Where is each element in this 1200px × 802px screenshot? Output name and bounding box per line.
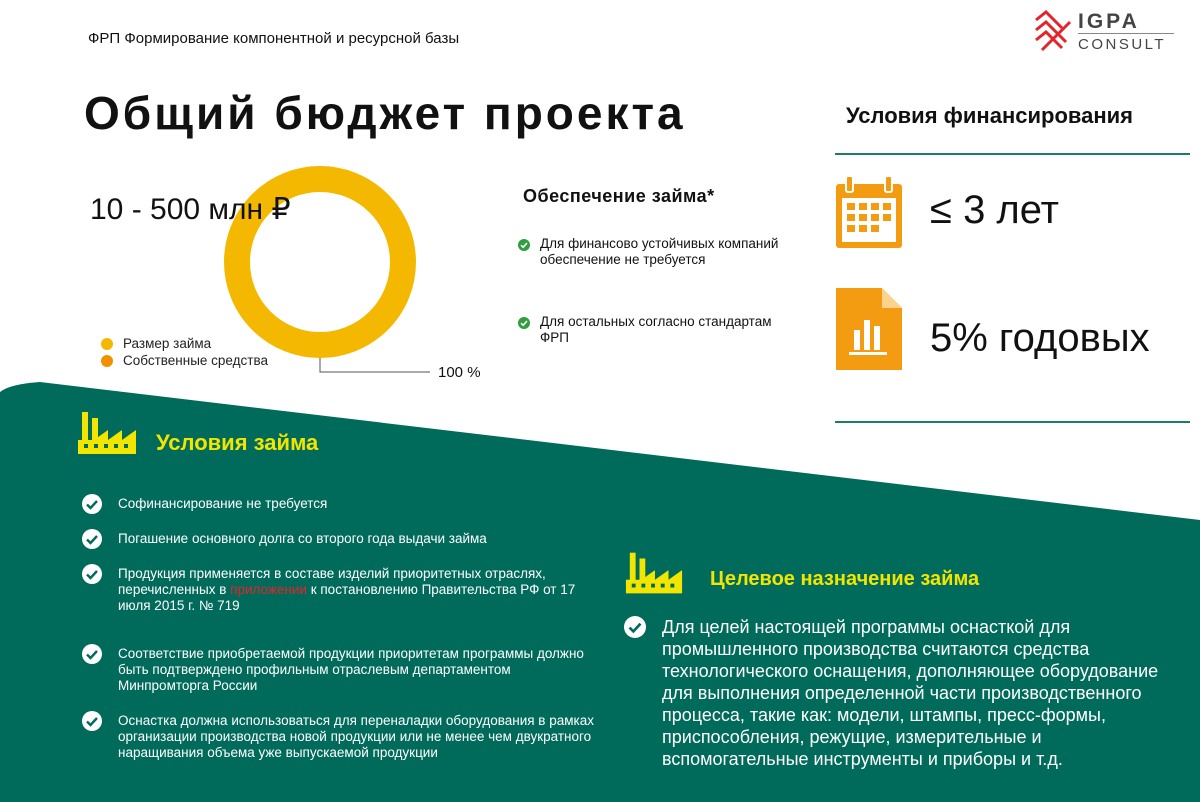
factory-icon <box>76 412 138 454</box>
financing-title: Условия финансирования <box>846 103 1133 128</box>
loan-condition-text <box>118 566 602 614</box>
document-chart-icon <box>834 286 904 372</box>
collateral-item <box>518 314 788 346</box>
collateral-item-text: Для финансово устойчивых компаний обеспечение не требуется <box>540 236 779 267</box>
logo-text-consult: CONSULT <box>1078 36 1167 53</box>
check-icon <box>82 711 102 731</box>
check-icon <box>518 239 530 251</box>
loan-condition-text: Оснастка должна использоваться для переналадки оборудования в рамках организации производства новой продукции или не менее чем двукратного наращивания объема уже выпускаемой продукции <box>118 713 594 760</box>
legend-item-own-funds <box>101 353 268 368</box>
purpose-item <box>624 616 1184 770</box>
legend-item-loan <box>101 336 211 351</box>
loan-condition-text: Соответствие приобретаемой продукции приоритетам программы должно быть подтверждено профильным отраслевым департаментом Минпромторга России <box>118 646 584 693</box>
top-divider <box>835 153 1190 155</box>
bottom-divider <box>835 421 1190 423</box>
check-icon <box>82 494 102 514</box>
collateral-item-text: Для остальных согласно стандартам ФРП <box>540 314 772 345</box>
loan-condition-item <box>82 713 612 761</box>
page-title: Общий бюджет проекта <box>84 87 686 139</box>
purpose-title: Целевое назначение займа <box>710 568 980 590</box>
loan-condition-text-post: к постановлению Правительства РФ от 17 июля 2015 г. № 719 <box>118 582 576 613</box>
logo-divider <box>1078 33 1174 34</box>
loan-condition-item <box>82 646 588 694</box>
legend-label: Собственные средства <box>123 353 268 368</box>
check-icon <box>82 529 102 549</box>
loan-condition-item <box>82 496 602 514</box>
percent-label: 100 % <box>438 364 481 381</box>
purpose-text: Для целей настоящей программы оснасткой для промышленного производства считаются средства технологического оснащения, дополняющее оборудование для выполнения определенной части производственного процесса, такие как: модели, штампы, пресс-формы, приспособления, режущие, измерительные и вспомогательные инструменты и приборы и т.д. <box>662 617 1159 769</box>
check-icon <box>82 644 102 664</box>
loan-condition-text: Софинансирование не требуется <box>118 496 328 511</box>
loan-condition-text-pre: Продукция применяется в составе изделий приоритетных отраслях, перечисленных в <box>118 566 546 597</box>
loan-condition-item <box>82 531 602 549</box>
financing-term: ≤ 3 лет <box>930 188 1060 232</box>
factory-icon <box>624 552 684 594</box>
loan-conditions-title: Условия займа <box>156 430 319 455</box>
check-icon <box>624 616 646 638</box>
appendix-link[interactable]: приложении <box>230 582 307 597</box>
loan-condition-text: Погашение основного долга со второго года выдачи займа <box>118 531 487 546</box>
financing-rate: 5% годовых <box>930 316 1150 360</box>
collateral-title: Обеспечение займа* <box>523 186 715 206</box>
collateral-item <box>518 236 788 268</box>
calendar-icon <box>834 176 904 250</box>
loan-condition-item <box>82 566 602 614</box>
check-icon <box>518 317 530 329</box>
legend-label: Размер займа <box>123 336 212 351</box>
legend-dot-own-funds <box>101 355 113 367</box>
legend-dot-loan <box>101 338 113 350</box>
logo-text-igpa: IGPA <box>1078 10 1140 33</box>
check-icon <box>82 564 102 584</box>
budget-amount: 10 - 500 млн ₽ <box>90 193 291 226</box>
page-subtitle: ФРП Формирование компонентной и ресурсной базы <box>88 30 460 47</box>
leader-line <box>320 358 430 372</box>
igpa-logo-icon <box>1032 10 1074 54</box>
